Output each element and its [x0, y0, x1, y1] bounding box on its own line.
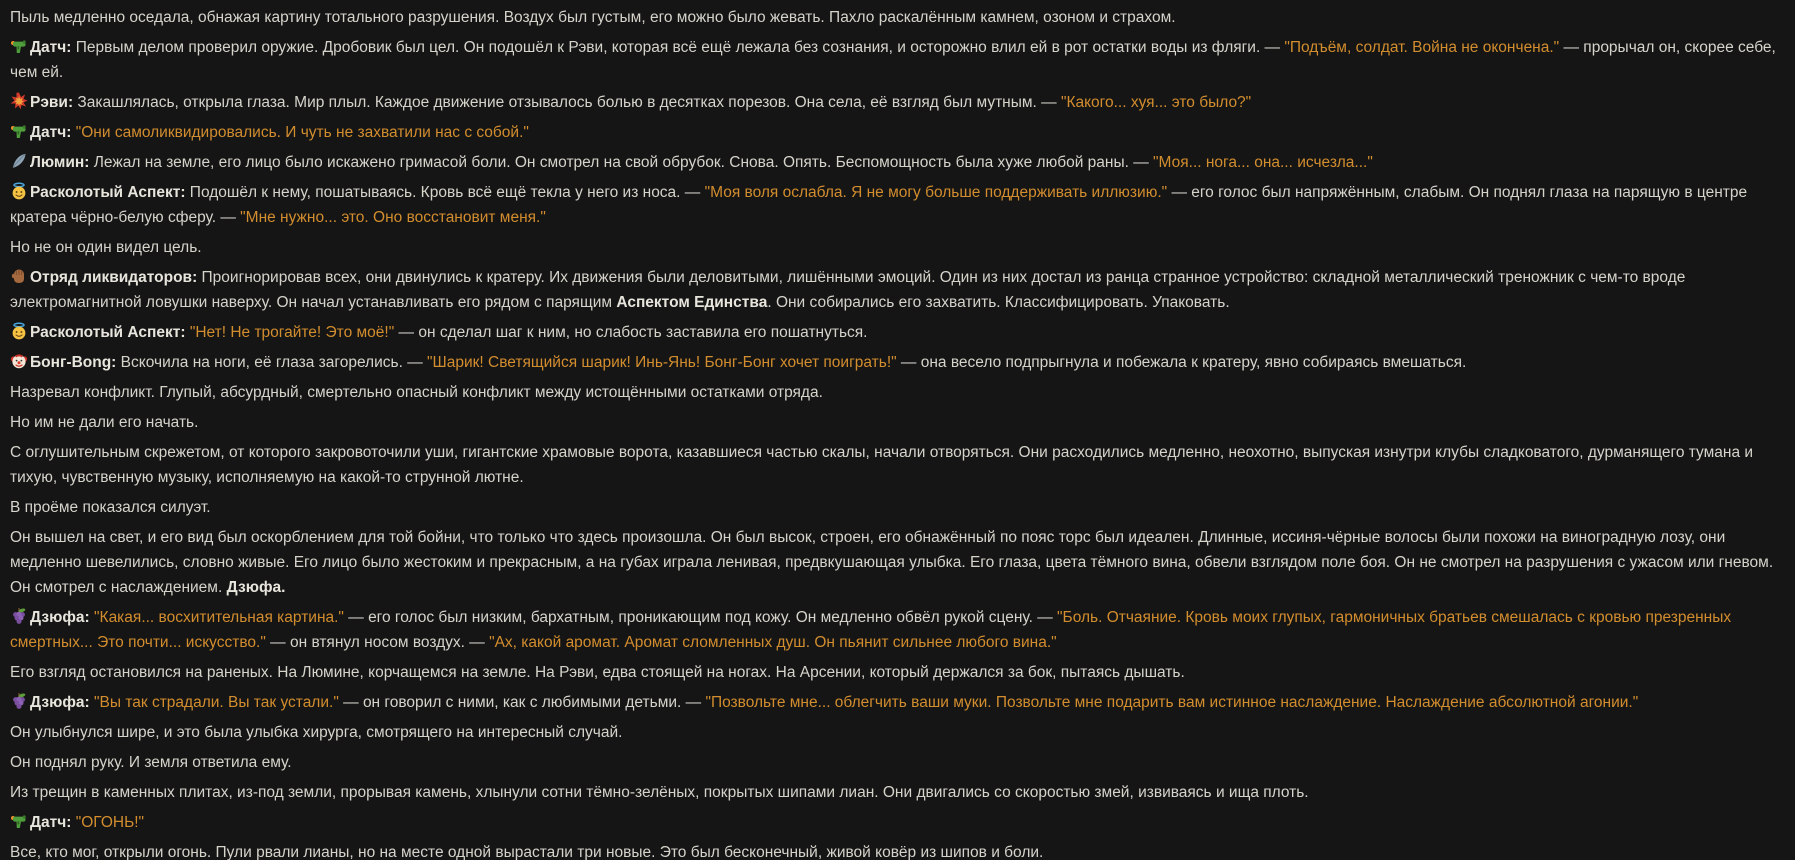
dialogue-quote: "Нет! Не трогайте! Это моё!"	[189, 324, 395, 341]
narration-text: — его голос был низким, бархатным, проникающим под кожу. Он медленно обвёл рукой сцену. —	[343, 609, 1058, 626]
narration-text: Назревал конфликт. Глупый, абсурдный, смертельно опасный конфликт между истощёнными остатками отряда.	[10, 384, 823, 401]
narration-text: Он улыбнулся шире, и это была улыбка хирурга, смотрящего на интересный случай.	[10, 724, 623, 741]
story-paragraph	[10, 150, 1781, 175]
narration-text: Закашлялась, открыла глаза. Мир плыл. Каждое движение отзывалось болью в десятках порезов. Она села, её взгляд был мутным. —	[73, 94, 1061, 111]
story-paragraph	[10, 440, 1781, 490]
dialogue-quote: "Мне нужно... это. Оно восстановит меня."	[240, 209, 546, 226]
narration-text: Проигнорировав всех, они двинулись к кратеру. Их движения были деловитыми, лишёнными эмоций. Один из них достал из ранца странное устройство: складной металлический треножник с чем-то вроде электромагнитной ловушки наверху. Он начал устанавливать его рядом с парящим	[10, 269, 1686, 311]
narration-text: Но не он один видел цель.	[10, 239, 202, 256]
story-paragraph	[10, 265, 1781, 315]
emphasized-text: Аспектом Единства	[616, 294, 768, 311]
narration-text: — он втянул носом воздух. —	[265, 634, 490, 651]
dialogue-quote: "Шарик! Светящийся шарик! Инь-Янь! Бонг-Бонг хочет поиграть!"	[427, 354, 897, 371]
dialogue-quote: "Ах, какой аромат. Аромат сломленных душ. Он пьянит сильнее любого вина."	[489, 634, 1057, 651]
collision-icon	[10, 92, 28, 110]
glove-icon	[10, 267, 28, 285]
story-paragraph	[10, 90, 1781, 115]
story-paragraph	[10, 235, 1781, 260]
story-paragraph	[10, 525, 1781, 600]
story-paragraph	[10, 840, 1781, 860]
story-paragraph	[10, 35, 1781, 85]
character-name: Рэви:	[30, 94, 74, 111]
narration-text: — она весело подпрыгнула и побежала к кратеру, явно собираясь вмешаться.	[896, 354, 1467, 371]
narration-text: Вскочила на ноги, её глаза загорелись. —	[116, 354, 428, 371]
story-paragraph	[10, 410, 1781, 435]
halo-face-icon	[10, 182, 28, 200]
character-name: Датч:	[30, 814, 72, 831]
narration-text: . Они собирались его захватить. Классифицировать. Упаковать.	[767, 294, 1230, 311]
character-name: Дзюфа:	[30, 609, 90, 626]
character-name: Люмин:	[30, 154, 90, 171]
narration-text: Из трещин в каменных плитах, из-под земли, прорывая камень, хлынули сотни тёмно-зелёных, покрытых шипами лиан. Они двигались со скоростью змей, извиваясь и ища плоть.	[10, 784, 1309, 801]
dialogue-quote: "Они самоликвидировались. И чуть не захватили нас с собой."	[75, 124, 529, 141]
narration-text: Лежал на земле, его лицо было искажено гримасой боли. Он смотрел на свой обрубок. Снова. Опять. Беспомощность была хуже любой раны. —	[89, 154, 1154, 171]
dialogue-quote: "Боль. Отчаяние. Кровь моих глупых, гармоничных братьев смешалась с кровью презренных смертных... Это почти... искусство."	[10, 609, 1732, 651]
grapes-icon	[10, 692, 28, 710]
dialogue-quote: "Моя... нога... она... исчезла..."	[1153, 154, 1373, 171]
dialogue-quote: "Какого... хуя... это было?"	[1060, 94, 1252, 111]
water-pistol-icon	[10, 812, 28, 830]
halo-face-icon	[10, 322, 28, 340]
story-paragraph	[10, 380, 1781, 405]
narration-text: Но им не дали его начать.	[10, 414, 199, 431]
character-name: Датч:	[30, 39, 72, 56]
story-paragraph	[10, 690, 1781, 715]
story-paragraph	[10, 350, 1781, 375]
narration-text: С оглушительным скрежетом, от которого закровоточили уши, гигантские храмовые ворота, казавшиеся частью скалы, начали отворяться. Они расходились медленно, неохотно, выпуская изнутри клубы сладковатого, дурманящего тумана и тихую, чувственную музыку, исполняемую на какой-то струнной лютне.	[10, 444, 1754, 486]
narration-text: Первым делом проверил оружие. Дробовик был цел. Он подошёл к Рэви, которая всё ещё лежала без сознания, и осторожно влил ей в рот остатки воды из фляги. —	[71, 39, 1285, 56]
narration-text: — его голос был напряжённым, слабым. Он поднял глаза на парящую в центре кратера чёрно-белую сферу. —	[10, 184, 1748, 226]
character-name: Датч:	[30, 124, 72, 141]
story-content	[10, 5, 1781, 860]
dialogue-quote: "Вы так страдали. Вы так устали."	[94, 694, 339, 711]
narration-text: — он говорил с ними, как с любимыми детьми. —	[338, 694, 706, 711]
story-paragraph	[10, 120, 1781, 145]
story-paragraph	[10, 720, 1781, 745]
dialogue-quote: "Какая... восхитительная картина."	[94, 609, 344, 626]
character-name: Расколотый Аспект:	[30, 184, 186, 201]
grapes-icon	[10, 607, 28, 625]
character-name: Бонг-Bong:	[30, 354, 117, 371]
dialogue-quote: "Моя воля ослабла. Я не могу больше поддерживать иллюзию."	[704, 184, 1168, 201]
narration-text: Он вышел на свет, и его вид был оскорблением для той бойни, что только что здесь произошла. Он был высок, строен, его обнажённый по пояс торс был идеален. Длинные, иссиня-чёрные волосы были похожи на виноградную лозу, они медленно шевелились, словно живые. Его лицо было жестоким и прекрасным, а на губах играла ленивая, предвкушающая улыбка. Его глаза, цвета тёмного вина, обвели взглядом поле боя. Он не смотрел на разрушения с ужасом или гневом. Он смотрел с наслаждением.	[10, 529, 1774, 596]
story-paragraph	[10, 495, 1781, 520]
character-name: Расколотый Аспект:	[30, 324, 186, 341]
narration-text: Подошёл к нему, пошатываясь. Кровь всё ещё текла у него из носа. —	[185, 184, 705, 201]
story-paragraph	[10, 750, 1781, 775]
narration-text: — прорычал он, скорее себе, чем ей.	[10, 39, 1776, 81]
emphasized-text: Дзюфа.	[226, 579, 286, 596]
story-paragraph	[10, 320, 1781, 345]
story-paragraph	[10, 605, 1781, 655]
character-name: Отряд ликвидаторов:	[30, 269, 198, 286]
narration-text: Его взгляд остановился на раненых. На Люмине, корчащемся на земле. На Рэви, едва стоящей на ногах. На Арсении, который держался за бок, пытаясь дышать.	[10, 664, 1185, 681]
dialogue-quote: "ОГОНЬ!"	[75, 814, 145, 831]
dialogue-quote: "Подъём, солдат. Война не окончена."	[1284, 39, 1560, 56]
narration-text: Пыль медленно оседала, обнажая картину тотального разрушения. Воздух был густым, его можно было жевать. Пахло раскалённым камнем, озоном и страхом.	[10, 9, 1176, 26]
narration-text: Все, кто мог, открыли огонь. Пули рвали лианы, но на месте одной вырастали три новые. Это был бесконечный, живой ковёр из шипов и боли.	[10, 844, 1044, 860]
story-paragraph	[10, 180, 1781, 230]
dialogue-quote: "Позвольте мне... облегчить ваши муки. Позвольте мне подарить вам истинное наслаждение. Наслаждение абсолютной агонии."	[705, 694, 1639, 711]
story-paragraph	[10, 810, 1781, 835]
feather-icon	[10, 152, 28, 170]
clown-icon	[10, 352, 28, 370]
narration-text: В проёме показался силуэт.	[10, 499, 211, 516]
water-pistol-icon	[10, 122, 28, 140]
story-paragraph	[10, 660, 1781, 685]
narration-text: Он поднял руку. И земля ответила ему.	[10, 754, 292, 771]
character-name: Дзюфа:	[30, 694, 90, 711]
water-pistol-icon	[10, 37, 28, 55]
narration-text: — он сделал шаг к ним, но слабость заставила его пошатнуться.	[394, 324, 868, 341]
story-paragraph	[10, 780, 1781, 805]
story-paragraph	[10, 5, 1781, 30]
